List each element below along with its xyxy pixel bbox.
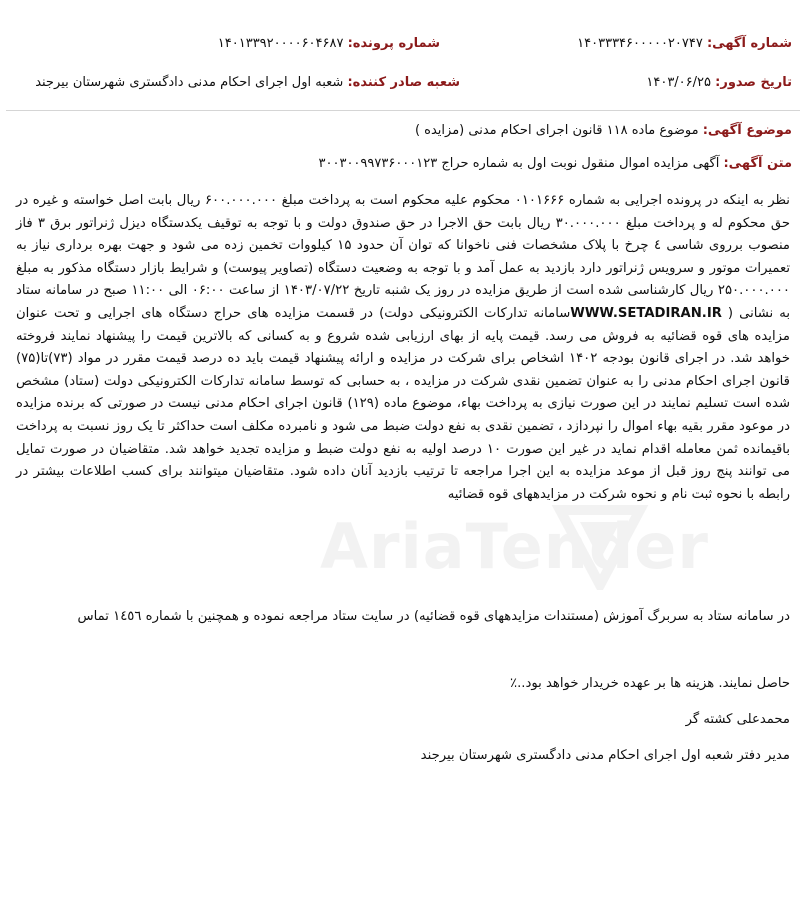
issuer bbox=[35, 75, 460, 90]
issuer-value: شعبه اول اجرای احکام مدنی دادگستری شهرستان بیرجند bbox=[35, 75, 344, 90]
case-number-label: شماره پرونده: bbox=[347, 36, 440, 51]
watermark bbox=[210, 500, 709, 590]
ad-number bbox=[577, 36, 792, 51]
subject bbox=[415, 123, 792, 138]
subject-label: موضوع آگهی: bbox=[702, 123, 792, 138]
ad-number-value: ۱۴۰۳۳۳۴۶۰۰۰۰۰۲۰۷۴۷ bbox=[577, 36, 703, 51]
header-divider bbox=[6, 110, 800, 111]
ad-number-label: شماره آگهی: bbox=[706, 36, 792, 51]
body-paragraph-1-rest: سامانه تدارکات الکترونیکی دولت) در قسمت مزایده های حراج دستگاه های اجرایی و تحت عنوان مزایده های قوه قضائیه به فروش می رسد. قیمت پایه از بهای ارزیابی شده شروع و به کسانی که بالاترین قیمت را پیشنهاد نمایند فروخته خواهد شد. در اجرای قانون بودجه ۱۴۰۲ اشخاص برای شرکت در مزایده و ارائه پیشنهاد قیمت باید ده درصد قیمت مقرر در مواد (۷۳)تا(۷۵) قانون اجرای احکام مدنی را به عنوان تضمین نقدی شرکت در مزایده ، به حسابی که توسط سامانه تدارکات الکترونیکی دولت (ستاد) مشخص شده است تسلیم نمایند در این صورت نیازی به پرداخت بهاء، موضوع ماده (۱۲۹) قانون اجرای احکام مدنی نیست در صورتی که برنده مزایده در موعود مقرر بقیه بهاء اموال را نپردازد ، تضمین نقدی به نفع دولت ضبط می شود و نامبرده مکلف است حداکثر تا یک روز نسبت به پرداخت باقیمانده ثمن معامله اقدام نماید در غیر این صورت ۱۰ درصد اولیه به نفع دولت ضبط و مزایده تجدید خواهد شد. متقاضیان در صورت تمایل می توانند پنج روز قبل از موعد مزایده به این اجرا مراجعه تا ترتیب بازدید آنان داده شود. متقاضیان میتوانند برای کسب اطلاعات بیشتر در رابطه با نحوه ثبت نام و نحوه شرکت در مزایدههای قوه قضائیه bbox=[16, 305, 791, 502]
watermark-text: AriaTender bbox=[320, 510, 709, 583]
issue-date-label: تاریخ صدور: bbox=[715, 75, 792, 90]
notice-paragraph-2 bbox=[16, 606, 790, 629]
case-number bbox=[218, 36, 440, 51]
body-paragraph-2: در سامانه ستاد به سربرگ آموزش (مستندات مزایدههای قوه قضائیه) در سایت ستاد مراجعه نموده و همچنین با شماره ۱٤٥٦ تماس bbox=[77, 609, 790, 624]
ad-text-label: متن آگهی: bbox=[723, 156, 792, 171]
watermark-logo-icon bbox=[550, 500, 650, 590]
signer-name: محمدعلی کشته گر bbox=[685, 712, 790, 727]
setad-url: WWW.SETADIRAN.IR bbox=[570, 305, 722, 321]
notice-body bbox=[16, 190, 790, 506]
case-number-value: ۱۴۰۱۳۳۹۲۰۰۰۰۶۰۴۶۸۷ bbox=[217, 36, 344, 51]
body-paragraph-3: حاصل نمایند. هزینه ها بر عهده خریدار خواهد بود..٪ bbox=[510, 676, 790, 691]
ad-text-heading bbox=[319, 156, 792, 171]
body-paragraph-1: نظر به اینکه در پرونده اجرایی به شماره ۰۱۰۱۶۶۶ محکوم علیه محکوم است به پرداخت مبلغ ۶۰۰.۰۰۰.۰۰۰ ریال بابت اصل خواسته و غیره در حق محکوم له و پرداخت مبلغ ۳۰.۰۰۰.۰۰۰ ریال بابت حق الاجرا در حق صندوق دولت و با توجه به توقیف یکدستگاه دیزل ژنراتور برق ۳ فاز منصوب برروی شاسی ٤ چرخ با پلاک مشخصات فنی ناخوانا که توان آن حدود ۱۵ کیلووات تخمین زده می شود و جهت بهره برداری نیاز به تعمیرات موتور و سرویس ژنراتور دارد بازدید به عمل آمد و با توجه به وضعیت دستگاه (تصاویر پیوست) و شرایط بازار دستگاه مذکور به مبلغ ۲۵۰.۰۰۰.۰۰۰ ریال کارشناسی شده است از طریق مزایده در روز یک شنبه تاریخ ۱۴۰۳/۰۷/۲۲ از ساعت ۰۶:۰۰ الی ۱۱:۰۰ صبح در سامانه ستاد به نشانی ( bbox=[16, 193, 790, 321]
issue-date-value: ۱۴۰۳/۰۶/۲۵ bbox=[646, 75, 711, 90]
signer-title: مدیر دفتر شعبه اول اجرای احکام مدنی دادگستری شهرستان بیرجند bbox=[420, 748, 790, 763]
ad-text-title: آگهی مزایده اموال منقول نوبت اول به شماره حراج ۳۰۰۳۰۰۹۹۷۳۶۰۰۰۱۲۳ bbox=[318, 156, 720, 171]
issuer-label: شعبه صادر کننده: bbox=[347, 75, 460, 90]
notice-paragraph-3 bbox=[510, 676, 790, 691]
subject-value: موضوع ماده ۱۱۸ قانون اجرای احکام مدنی (مزایده ) bbox=[414, 123, 699, 138]
issue-date bbox=[646, 75, 792, 90]
